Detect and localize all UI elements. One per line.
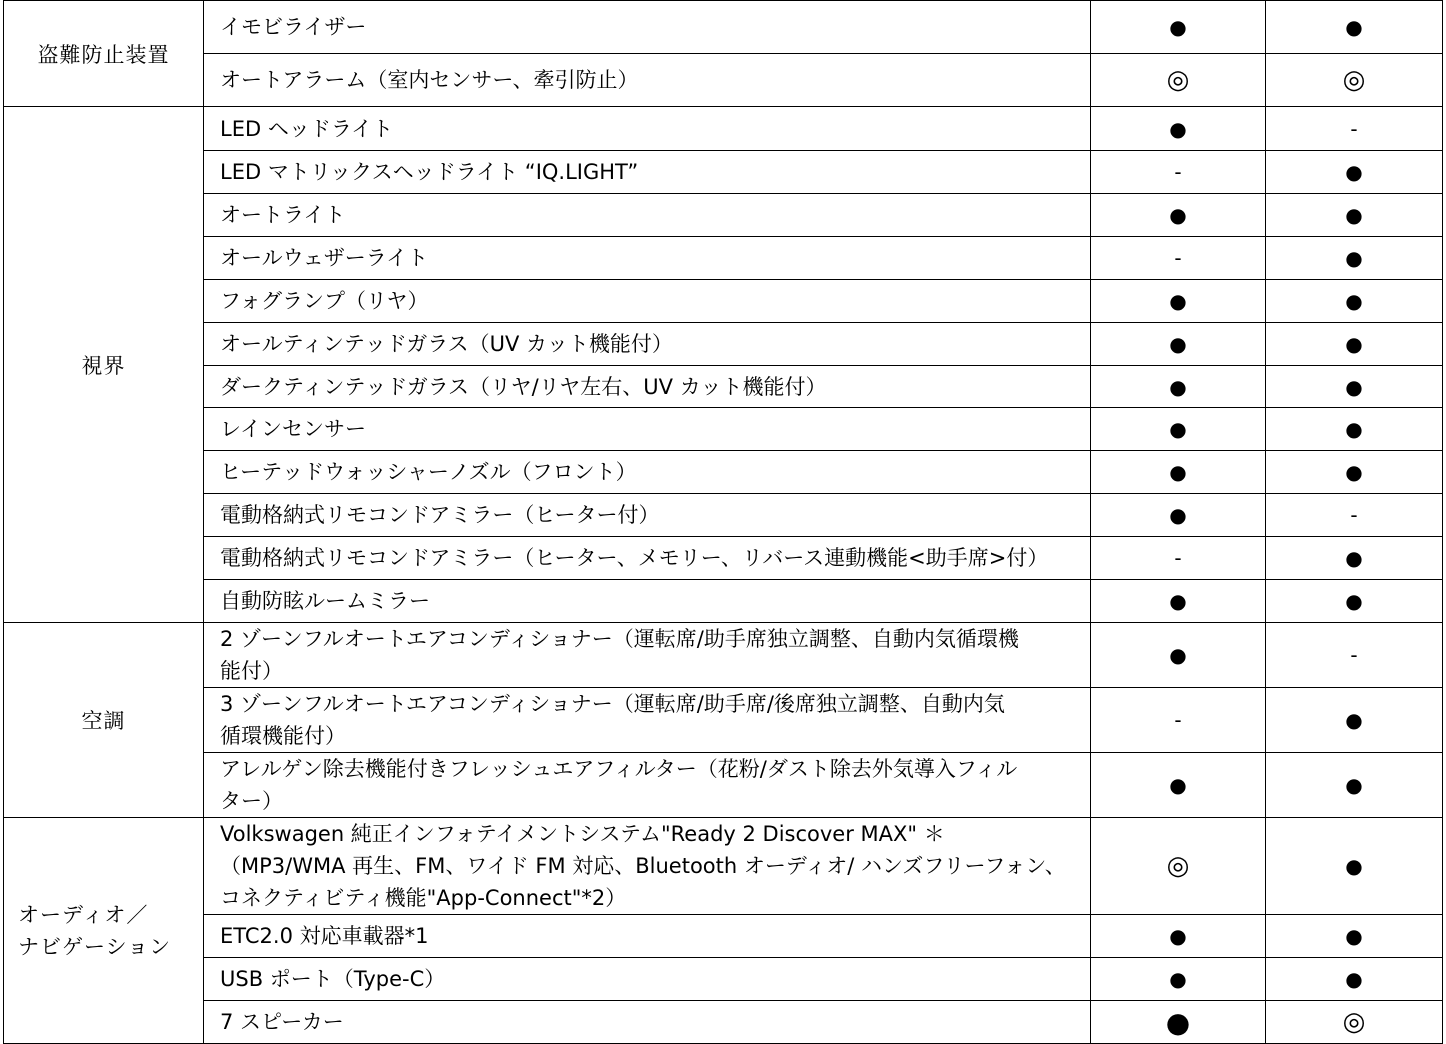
item-label: 2 ゾーンフルオートエアコンディショナー（運転席/助手席独立調整、自動内気循環機 xyxy=(220,627,1019,651)
item-cell xyxy=(204,366,1091,408)
item-cell xyxy=(204,54,1091,107)
category-cell xyxy=(4,818,204,1044)
table-row xyxy=(4,958,1443,1001)
grade-1-mark: ● xyxy=(1091,915,1266,958)
table-row xyxy=(4,323,1443,366)
table-row xyxy=(4,580,1443,623)
category-cell xyxy=(4,107,204,623)
grade-1-mark: ● xyxy=(1091,366,1266,408)
table-row xyxy=(4,688,1443,753)
equipment-table xyxy=(3,0,1443,1044)
table-row xyxy=(4,915,1443,958)
category-label: 視界 xyxy=(81,353,126,378)
table-row xyxy=(4,237,1443,280)
table-row xyxy=(4,408,1443,451)
item-label: （MP3/WMA 再生、FM、ワイド FM 対応、Bluetooth オーディオ/ ハンズフリーフォン、 xyxy=(220,854,1066,878)
grade-1-mark: ● xyxy=(1091,451,1266,494)
grade-2-mark: - xyxy=(1266,494,1443,537)
item-label: LED マトリックスヘッドライト “IQ.LIGHT” xyxy=(220,160,639,184)
item-cell xyxy=(204,107,1091,151)
grade-2-mark: ● xyxy=(1266,366,1443,408)
category-label: 空調 xyxy=(81,709,126,733)
item-cell xyxy=(204,237,1091,280)
table-row xyxy=(4,1001,1443,1044)
item-label: イモビライザー xyxy=(220,15,367,39)
item-cell xyxy=(204,915,1091,958)
item-cell xyxy=(204,688,1091,753)
grade-1-mark: ● xyxy=(1091,1001,1266,1044)
item-label: 自動防眩ルームミラー xyxy=(220,589,430,613)
item-label: 電動格納式リモコンドアミラー（ヒーター、メモリー、リバース連動機能<助手席>付） xyxy=(220,546,1049,570)
category-label: ナビゲーション xyxy=(18,934,172,959)
item-label: ダークティンテッドガラス（リヤ/リヤ左右、UV カット機能付） xyxy=(220,374,827,399)
grade-1-mark: ● xyxy=(1091,107,1266,151)
category-label: 盗難防止装置 xyxy=(37,42,170,67)
item-label: オートアラーム（室内センサー、牽引防止） xyxy=(220,68,639,92)
grade-1-mark: - xyxy=(1091,151,1266,194)
equipment-table-body xyxy=(4,1,1443,1044)
item-label: フォグランプ（リヤ） xyxy=(220,289,429,313)
category-cell xyxy=(4,1,204,107)
grade-2-mark: ● xyxy=(1266,408,1443,451)
grade-2-mark: ● xyxy=(1266,753,1443,818)
item-cell xyxy=(204,451,1091,494)
grade-1-mark: ● xyxy=(1091,280,1266,323)
grade-2-mark: ● xyxy=(1266,958,1443,1001)
item-cell xyxy=(204,580,1091,623)
grade-1-mark: ● xyxy=(1091,580,1266,623)
grade-1-mark: ● xyxy=(1091,753,1266,818)
table-row xyxy=(4,753,1443,818)
grade-2-mark: ◎ xyxy=(1266,1001,1443,1044)
grade-2-mark: ● xyxy=(1266,280,1443,323)
item-label: ヒーテッドウォッシャーノズル（フロント） xyxy=(220,460,637,484)
item-cell xyxy=(204,623,1091,688)
item-cell xyxy=(204,280,1091,323)
grade-1-mark: ● xyxy=(1091,1,1266,54)
item-cell xyxy=(204,151,1091,194)
table-row xyxy=(4,451,1443,494)
category-label: オーディオ／ xyxy=(18,902,149,927)
table-row xyxy=(4,537,1443,580)
item-cell xyxy=(204,753,1091,818)
item-cell xyxy=(204,818,1091,915)
item-label: 循環機能付） xyxy=(220,724,346,748)
item-label: アレルゲン除去機能付きフレッシュエアフィルター（花粉/ダスト除去外気導入フィル xyxy=(220,757,1018,781)
item-label: コネクティビティ機能"App-Connect"*2） xyxy=(220,886,627,910)
grade-1-mark: ● xyxy=(1091,494,1266,537)
table-row xyxy=(4,623,1443,688)
grade-1-mark: ◎ xyxy=(1091,54,1266,107)
grade-2-mark: ● xyxy=(1266,1,1443,54)
item-cell xyxy=(204,323,1091,366)
table-row xyxy=(4,818,1443,915)
item-cell xyxy=(204,194,1091,237)
grade-2-mark: ● xyxy=(1266,915,1443,958)
grade-2-mark: ● xyxy=(1266,194,1443,237)
table-row xyxy=(4,107,1443,151)
item-label: 3 ゾーンフルオートエアコンディショナー（運転席/助手席/後席独立調整、自動内気 xyxy=(220,692,1005,716)
table-row xyxy=(4,366,1443,408)
table-row xyxy=(4,194,1443,237)
grade-2-mark: ● xyxy=(1266,451,1443,494)
grade-2-mark: ● xyxy=(1266,580,1443,623)
grade-1-mark: ● xyxy=(1091,623,1266,688)
item-label: ETC2.0 対応車載器*1 xyxy=(220,924,429,948)
item-label: 能付） xyxy=(220,659,283,683)
grade-2-mark: - xyxy=(1266,107,1443,151)
grade-1-mark: ◎ xyxy=(1091,818,1266,915)
grade-1-mark: ● xyxy=(1091,958,1266,1001)
table-row xyxy=(4,494,1443,537)
item-label: 電動格納式リモコンドアミラー（ヒーター付） xyxy=(220,503,660,527)
grade-2-mark: - xyxy=(1266,623,1443,688)
item-label: オールウェザーライト xyxy=(220,246,429,270)
grade-1-mark: - xyxy=(1091,237,1266,280)
table-row xyxy=(4,151,1443,194)
item-label: オートライト xyxy=(220,203,346,227)
grade-1-mark: ● xyxy=(1091,194,1266,237)
table-row xyxy=(4,1,1443,54)
item-label: USB ポート（Type-C） xyxy=(220,967,446,991)
item-cell xyxy=(204,1,1091,54)
item-label: オールティンテッドガラス（UV カット機能付） xyxy=(220,332,673,356)
item-cell xyxy=(204,537,1091,580)
grade-2-mark: ● xyxy=(1266,323,1443,366)
item-label: Volkswagen 純正インフォテイメントシステム"Ready 2 Discover MAX" ＊ xyxy=(220,822,945,846)
category-cell xyxy=(4,623,204,818)
grade-2-mark: ● xyxy=(1266,537,1443,580)
grade-2-mark: ● xyxy=(1266,688,1443,753)
item-label: ター） xyxy=(220,789,283,813)
grade-2-mark: ● xyxy=(1266,151,1443,194)
grade-2-mark: ● xyxy=(1266,818,1443,915)
grade-1-mark: ● xyxy=(1091,408,1266,451)
item-cell xyxy=(204,1001,1091,1044)
grade-1-mark: - xyxy=(1091,537,1266,580)
item-label: LED ヘッドライト xyxy=(220,116,394,141)
grade-1-mark: ● xyxy=(1091,323,1266,366)
item-cell xyxy=(204,958,1091,1001)
grade-1-mark: - xyxy=(1091,688,1266,753)
grade-2-mark: ● xyxy=(1266,237,1443,280)
item-cell xyxy=(204,408,1091,451)
item-cell xyxy=(204,494,1091,537)
item-label: レインセンサー xyxy=(220,417,366,441)
table-row xyxy=(4,280,1443,323)
table-row xyxy=(4,54,1443,107)
grade-2-mark: ◎ xyxy=(1266,54,1443,107)
item-label: 7 スピーカー xyxy=(220,1010,344,1034)
